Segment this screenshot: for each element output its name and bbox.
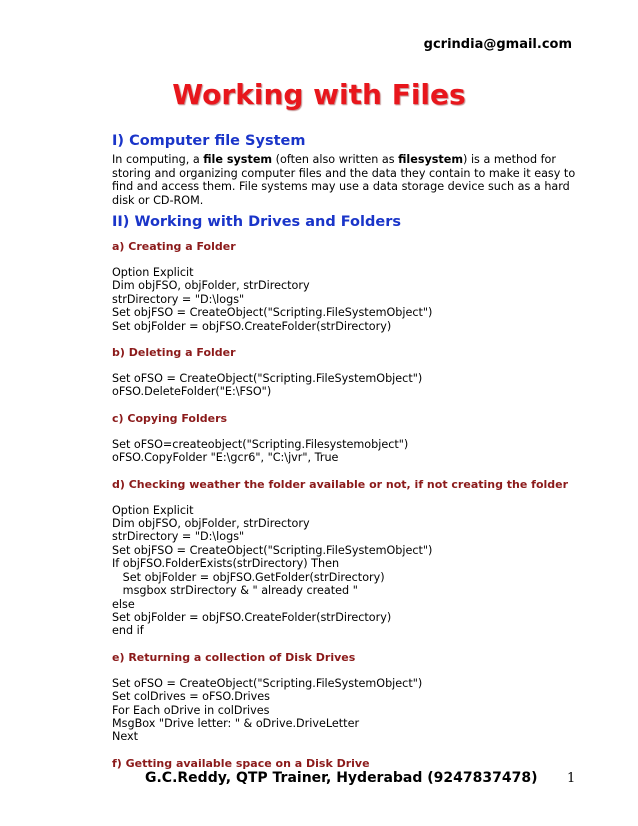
code-block-checking-folder: Option Explicit Dim objFSO, objFolder, strDirectory strDirectory = "D:\logs" Set objFSO = CreateObject("Scripting.FileSystemObject") If objFSO.FolderExists(strDirectory) Then Set objFolder = objFSO.GetFolder(strDirectory) msgbox strDirectory & " already created " else Set objFolder = objFSO.CreateFolder(strDirectory) end if [112,503,433,638]
code-block-copying-folders: Set oFSO=createobject("Scripting.Filesystemobject") oFSO.CopyFolder "E:\gcr6", "C:\jvr", True [112,437,409,465]
section-heading-drives-folders: II) Working with Drives and Folders [112,214,401,230]
intro-paragraph [112,153,580,207]
section-heading-computer-file-system: I) Computer file System [112,133,306,149]
header-email: gcrindia@gmail.com [423,37,572,52]
intro-bold-file-system: file system [203,153,273,166]
subsection-heading-available-space: f) Getting available space on a Disk Drive [112,756,370,770]
code-block-disk-drives: Set oFSO = CreateObject("Scripting.FileSystemObject") Set colDrives = oFSO.Drives For Each oDrive in colDrives MsgBox "Drive letter: " & oDrive.DriveLetter Next [112,676,423,744]
subsection-heading-checking-folder: d) Checking weather the folder available or not, if not creating the folder [112,477,569,491]
page-number: 1 [567,771,576,786]
page-title: Working with Files [172,78,466,111]
intro-text-1: In computing, a [112,153,204,166]
footer-text: G.C.Reddy, QTP Trainer, Hyderabad (9247837478) [145,770,538,786]
intro-text-2: (often also written as [272,153,399,166]
code-block-deleting-folder: Set oFSO = CreateObject("Scripting.FileSystemObject") oFSO.DeleteFolder("E:\FSO") [112,372,423,399]
document-body [112,133,580,783]
subsection-heading-copying-folders: c) Copying Folders [112,411,228,425]
intro-bold-filesystem: filesystem [398,153,464,166]
subsection-heading-creating-folder: a) Creating a Folder [112,240,236,253]
subsection-heading-disk-drives: e) Returning a collection of Disk Drives [112,650,356,664]
subsection-heading-deleting-folder: b) Deleting a Folder [112,346,236,360]
code-block-creating-folder: Option Explicit Dim objFSO, objFolder, strDirectory strDirectory = "D:\logs" Set objFSO = CreateObject("Scripting.FileSystemObject") Set objFolder = objFSO.CreateFolder(strDirectory) [112,266,433,333]
intro-text-3: ) is a method for storing and organizing computer files and the data they contain to make it easy to find and access them. File systems may use a data storage device such as a hard disk or CD-ROM. [112,153,576,207]
